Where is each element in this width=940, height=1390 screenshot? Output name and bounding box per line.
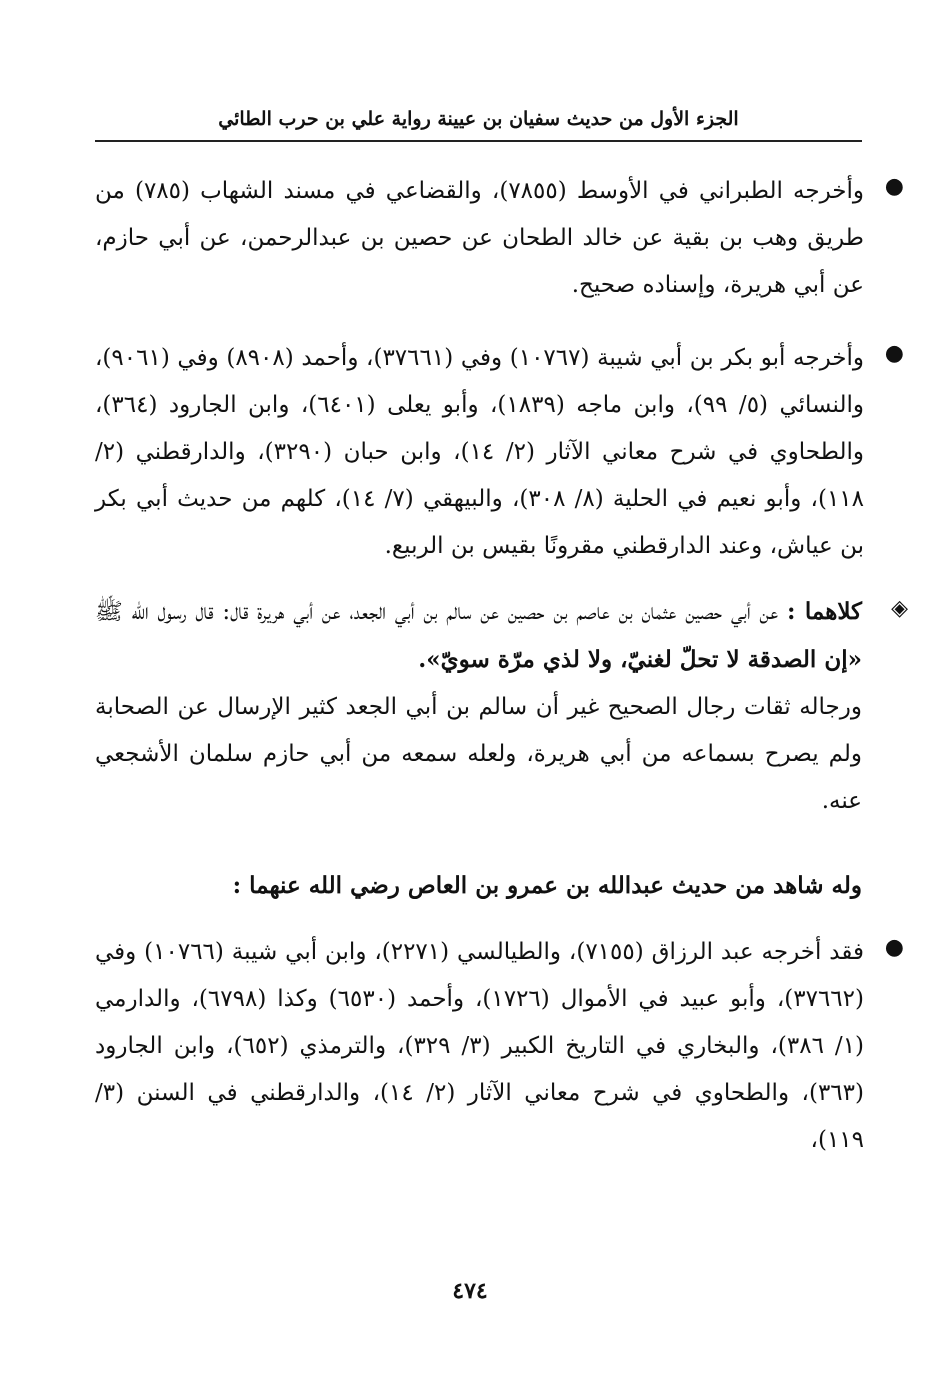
summary-text bbox=[95, 588, 862, 684]
page-content bbox=[95, 108, 908, 1164]
section-heading: وله شاهد من حديث عبدالله بن عمرو بن العاص رضي الله عنهما : bbox=[232, 872, 862, 899]
list-item-text: فقد أخرجه عبد الرزاق (٧١٥٥)، والطيالسي (٢٢٧١)، وابن أبي شيبة (١٠٧٦٦) وفي (٣٧٦٦٢)، وأبو عبيد في الأموال (١٧٢٦)، وأحمد (٦٥٣٠) وكذا (٦٧٩٨)، والدارمي (١/ ٣٨٦)، والبخاري في التاريخ الكبير (٣/ ٣٢٩)، والترمذي (٦٥٢)، وابن الجارود (٣٦٣)، والطحاوي في شرح معاني الآثار (٢/ ١٤)، والدارقطني في السنن (٣/ ١١٩)، bbox=[95, 939, 865, 1153]
bullet-icon: ● bbox=[884, 174, 904, 199]
summary-body: عن أبي حصين عثمان بن عاصم بن حصين عن سالم بن أبي الجعد، عن أبي هريرة قال: قال رسول الله ﷺ bbox=[95, 599, 787, 625]
bullet-icon: ● bbox=[884, 341, 904, 366]
summary-item bbox=[95, 588, 908, 684]
list-item bbox=[95, 168, 904, 309]
list-item-text: وأخرجه الطبراني في الأوسط (٧٨٥٥)، والقضاعي في مسند الشهاب (٧٨٥) من طريق وهب بن بقية عن خالد الطحان عن حصين بن عبدالرحمن، عن أبي حازم، عن أبي هريرة، وإسناده صحيح. bbox=[95, 178, 864, 298]
diamond-icon: ◈ bbox=[891, 596, 908, 621]
list-item bbox=[95, 929, 904, 1164]
commentary-paragraph: ورجاله ثقات رجال الصحيح غير أن سالم بن أبي الجعد كثير الإرسال عن الصحابة ولم يصرح بسماعه من أبي هريرة، ولعله سمعه من أبي حازم سلمان الأشجعي عنه. bbox=[95, 694, 862, 814]
page-number: ٤٧٤ bbox=[452, 1278, 488, 1304]
running-header: الجزء الأول من حديث سفيان بن عيينة رواية علي بن حرب الطائي bbox=[95, 108, 862, 142]
list-item-text: وأخرجه أبو بكر بن أبي شيبة (١٠٧٦٧) وفي (٣٧٦٦١)، وأحمد (٨٩٠٨) وفي (٩٠٦١)، والنسائي (٥/ ٩٩)، وابن ماجه (١٨٣٩)، وأبو يعلى (٦٤٠١)، وابن الجارود (٣٦٤)، والطحاوي في شرح معاني الآثار (٢/ ١٤)، وابن حبان (٣٢٩٠)، والدارقطني (٢/ ١١٨)، وأبو نعيم في الحلية (٨/ ٣٠٨)، والبيهقي (٧/ ١٤)، كلهم من حديث أبي بكر بن عياش، وعند الدارقطني مقرونًا بقيس بن الربيع. bbox=[95, 345, 865, 559]
list-item bbox=[95, 335, 904, 570]
bullet-icon: ● bbox=[884, 935, 904, 960]
hadith-quote: «إن الصدقة لا تحلّ لغنيّ، ولا لذي مرّة سويّ». bbox=[418, 646, 862, 673]
summary-label: كلاهما : bbox=[786, 598, 863, 625]
